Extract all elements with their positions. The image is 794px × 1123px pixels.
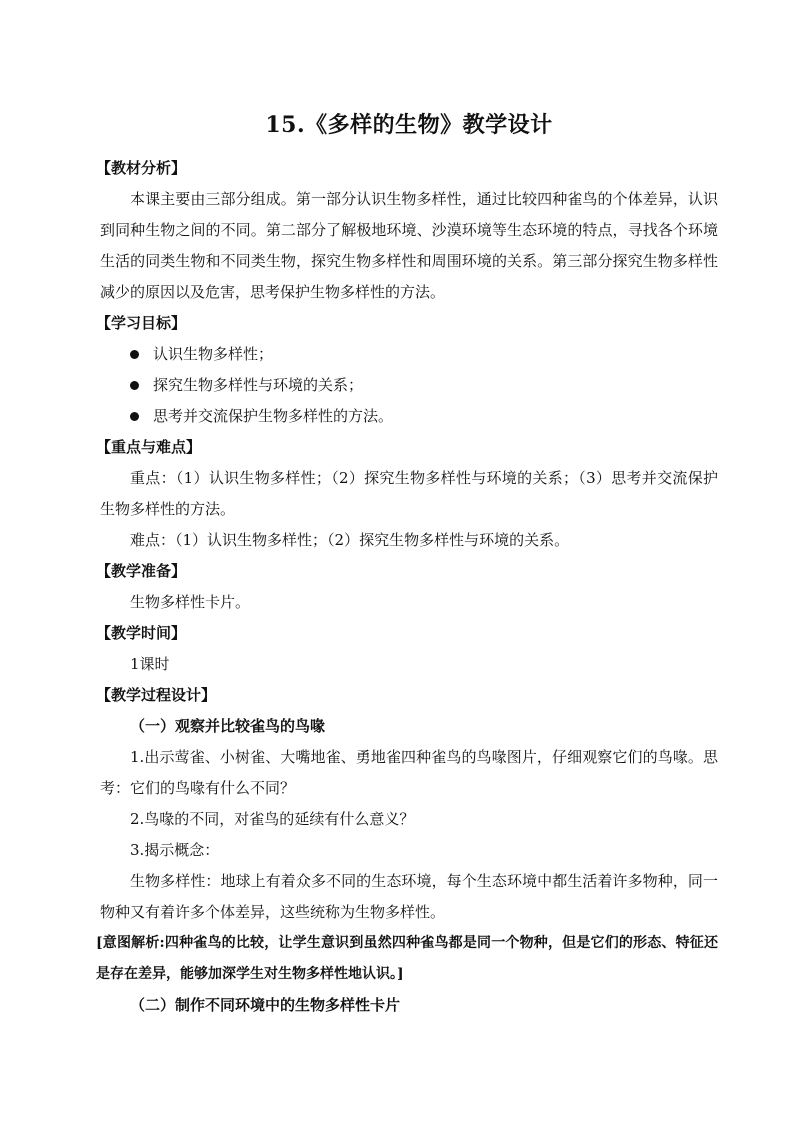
process-part1-heading: （一）观察并比较雀鸟的鸟喙	[130, 717, 326, 735]
bullet-icon	[130, 412, 139, 421]
process-part2-heading: （二）制作不同环境中的生物多样性卡片	[130, 996, 401, 1014]
goal-text: 探究生物多样性与环境的关系；	[153, 376, 364, 394]
concept-paragraph: 生物多样性：地球上有着众多不同的生态环境，每个生态环境中都生活着许多物种，同一物种又有着许多个体差异，这些统称为生物多样性。	[100, 872, 718, 921]
process-step2: 2.鸟喙的不同，对雀鸟的延续有什么意义？	[130, 810, 415, 828]
preparation-paragraph: 生物多样性卡片。	[130, 593, 251, 611]
heading-analysis: 【教材分析】	[96, 159, 187, 177]
time-paragraph: 1课时	[130, 655, 170, 673]
intent-note: [意图解析:四种雀鸟的比较，让学生意识到虽然四种雀鸟都是同一个物种，但是它们的形态、特征还是存在差异，能够加深学生对生物多样性地认识。]	[96, 935, 718, 982]
list-item	[130, 401, 718, 432]
list-item	[130, 370, 718, 401]
document-title: 15.《多样的生物》教学设计	[265, 112, 553, 138]
heading-time: 【教学时间】	[96, 624, 187, 642]
heading-preparation: 【教学准备】	[96, 562, 187, 580]
bullet-icon	[130, 350, 139, 359]
heading-key-points: 【重点与难点】	[96, 438, 202, 456]
process-step3: 3.揭示概念：	[130, 841, 220, 859]
difficult-point-paragraph: 难点：（1）认识生物多样性；（2）探究生物多样性与环境的关系。	[130, 531, 570, 549]
goals-list	[100, 339, 718, 432]
list-item	[130, 339, 718, 370]
analysis-paragraph: 本课主要由三部分组成。第一部分认识生物多样性，通过比较四种雀鸟的个体差异，认识到同种生物之间的不同。第二部分了解极地环境、沙漠环境等生态环境的特点，寻找各个环境生活的同类生物和不同类生物，探究生物多样性和周围环境的关系。第三部分探究生物多样性减少的原因以及危害，思考保护生物多样性的方法。	[100, 190, 718, 301]
goal-text: 思考并交流保护生物多样性的方法。	[153, 407, 394, 425]
bullet-icon	[130, 381, 139, 390]
heading-goals: 【学习目标】	[96, 314, 187, 332]
goal-text: 认识生物多样性；	[153, 345, 274, 363]
heading-process: 【教学过程设计】	[96, 686, 217, 704]
key-point-paragraph: 重点：（1）认识生物多样性；（2）探究生物多样性与环境的关系；（3）思考并交流保护生物多样性的方法。	[100, 469, 718, 518]
process-step1: 1.出示莺雀、小树雀、大嘴地雀、勇地雀四种雀鸟的鸟喙图片，仔细观察它们的鸟喙。思考：它们的鸟喙有什么不同？	[100, 748, 718, 797]
